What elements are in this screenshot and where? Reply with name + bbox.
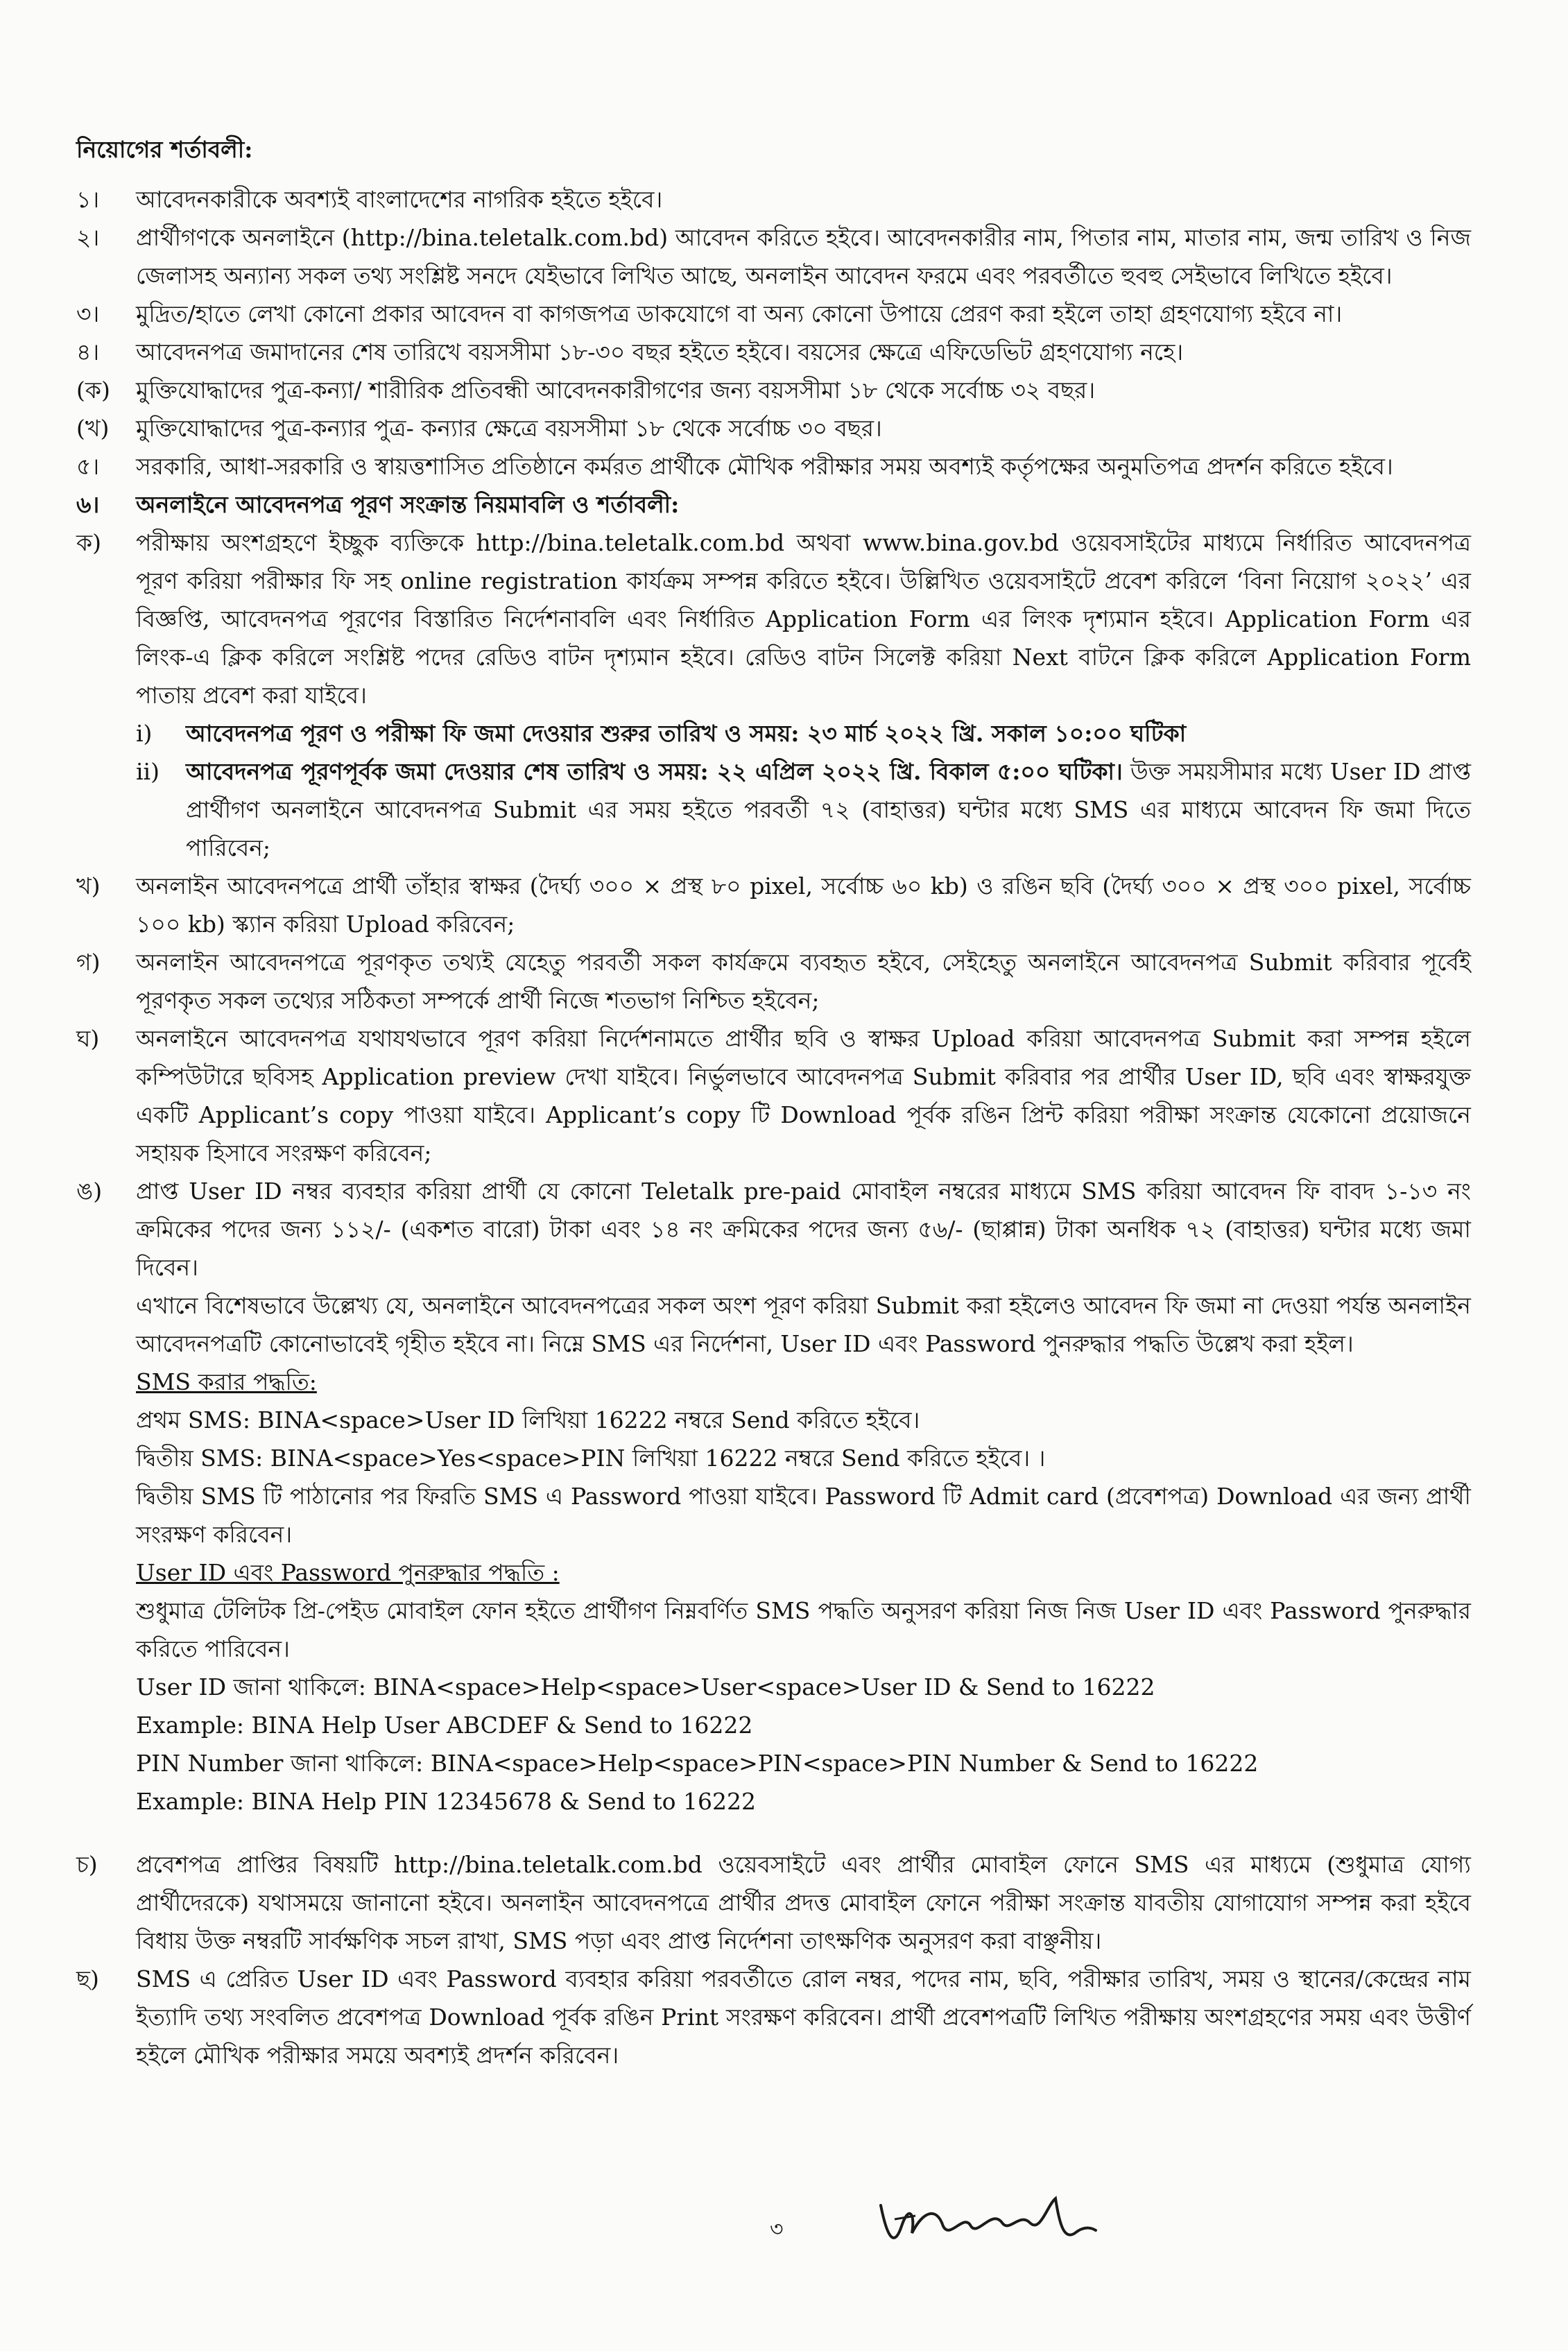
sub-number: ঘ) bbox=[76, 1025, 100, 1052]
item-text: আবেদনপত্র জমাদানের শেষ তারিখে বয়সসীমা ১৮-৩০ বছর হইতে হইবে। বয়সের ক্ষেত্রে এফিডেভিট গ্রহণযোগ্য নহে। bbox=[136, 338, 1184, 365]
item-number: ৬। bbox=[76, 491, 100, 518]
condition-item bbox=[76, 409, 1471, 447]
section-6-title bbox=[76, 485, 1471, 524]
sub-text: পরীক্ষায় অংশগ্রহণে ইচ্ছুক ব্যক্তিকে http://bina.teletalk.com.bd অথবা www.bina.gov.bd ওয়েবসাইটের মাধ্যমে নির্ধারিত আবেদনপত্র পূরণ করিয়া পরীক্ষার ফি সহ online registration কার্যক্রম সম্পন্ন করিতে হইবে। উল্লিখিত ওয়েবসাইটে প্রবেশ করিলে ‘বিনা নিয়োগ ২০২২’ এর বিজ্ঞপ্তি, আবেদনপত্র পূরণের বিস্তারিত নির্দেশনাবলি এবং নির্ধারিত Application Form এর লিংক দৃশ্যমান হইবে। Application Form এর লিংক-এ ক্লিক করিলে সংশ্লিষ্ট পদের রেডিও বাটন দৃশ্যমান হইবে। রেডিও বাটন সিলেক্ট করিয়া Next বাটনে ক্লিক করিলে Application Form পাতায় প্রবেশ করা যাইবে। bbox=[136, 529, 1471, 709]
sub-item-gha bbox=[76, 1019, 1471, 1172]
item-number: (ক) bbox=[76, 377, 110, 404]
conditions-heading: নিয়োগের শর্তাবলী: bbox=[76, 136, 253, 163]
sub-item-kha bbox=[76, 867, 1471, 943]
item-number: ৫। bbox=[76, 453, 100, 480]
recovery-line: Example: BINA Help User ABCDEF & Send to 16222 bbox=[136, 1712, 753, 1739]
sms-step-3: দ্বিতীয় SMS টি পাঠানোর পর ফিরতি SMS এ Password পাওয়া যাইবে। Password টি Admit card (প্রবেশপত্র) Download এর জন্য প্রার্থী সংরক্ষণ করিবেন। bbox=[136, 1483, 1471, 1548]
fee-note: এখানে বিশেষভাবে উল্লেখ্য যে, অনলাইনে আবেদনপত্রের সকল অংশ পূরণ করিয়া Submit করা হইলেও আবেদন ফি জমা না দেওয়া পর্যন্ত অনলাইন আবেদনপত্রটি কোনোভাবেই গৃহীত হইবে না। নিম্নে SMS এর নির্দেশনা, User ID এবং Password পুনরুদ্ধার পদ্ধতি উল্লেখ করা হইল। bbox=[136, 1292, 1471, 1357]
sub-text: SMS এ প্রেরিত User ID এবং Password ব্যবহার করিয়া পরবর্তীতে রোল নম্বর, পদের নাম, ছবি, পরীক্ষার তারিখ, সময় ও স্থানের/কেন্দ্রের নাম ইত্যাদি তথ্য সংবলিত প্রবেশপত্র Download পূর্বক রঙিন Print সংরক্ষণ করিবেন। প্রার্থী প্রবেশপত্রটি লিখিত পরীক্ষায় অংশগ্রহণের সময় এবং উত্তীর্ণ হইলে মৌখিক পরীক্ষার সময়ে অবশ্যই প্রদর্শন করিবেন। bbox=[136, 1965, 1471, 2069]
item-number: ১। bbox=[76, 186, 100, 213]
page-number: ৩ bbox=[770, 2217, 784, 2241]
sub-item-ka bbox=[76, 524, 1471, 714]
start-date-text: আবেদনপত্র পূরণ ও পরীক্ষা ফি জমা দেওয়ার শুরুর তারিখ ও সময়: ২৩ মার্চ ২০২২ খ্রি. সকাল ১০:০০ ঘটিকা bbox=[186, 720, 1187, 747]
sub-text: অনলাইন আবেদনপত্রে প্রার্থী তাঁহার স্বাক্ষর (দৈর্ঘ্য ৩০০ × প্রস্থ ৮০ pixel, সর্বোচ্চ ৬০ kb) ও রঙিন ছবি (দৈর্ঘ্য ৩০০ × প্রস্থ ৩০০ pixel, সর্বোচ্চ ১০০ kb) স্ক্যান করিয়া Upload করিবেন; bbox=[136, 872, 1471, 938]
sub-text: প্রবেশপত্র প্রাপ্তির বিষয়টি http://bina.teletalk.com.bd ওয়েবসাইটে এবং প্রার্থীর মোবাইল ফোনে SMS এর মাধ্যমে (শুধুমাত্র যোগ্য প্রার্থীদেরকে) যথাসময়ে জানানো হইবে। অনলাইন আবেদনপত্রে প্রার্থীর প্রদত্ত মোবাইল ফোনে পরীক্ষা সংক্রান্ত যাবতীয় যোগাযোগ সম্পন্ন করা হইবে বিধায় উক্ত নম্বরটি সার্বক্ষণিক সচল রাখা, SMS পড়া এবং প্রাপ্ত নির্দেশনা তাৎক্ষণিক অনুসরণ করা বাঞ্ছনীয়। bbox=[136, 1851, 1471, 1954]
item-number: ৩। bbox=[76, 300, 100, 327]
section-title-text: অনলাইনে আবেদনপত্র পূরণ সংক্রান্ত নিয়মাবলি ও শর্তাবলী: bbox=[136, 491, 680, 518]
sub-item-chha bbox=[76, 1960, 1471, 2074]
sub-text: প্রাপ্ত User ID নম্বর ব্যবহার করিয়া প্রার্থী যে কোনো Teletalk pre-paid মোবাইল নম্বরের মাধ্যমে SMS করিয়া আবেদন ফি বাবদ ১-১৩ নং ক্রমিকের পদের জন্য ১১২/- (একশত বারো) টাকা এবং ১৪ নং ক্রমিকের পদের জন্য ৫৬/- (ছাপ্পান্ন) টাকা অনধিক ৭২ (বাহাত্তর) ঘন্টার মধ্যে জমা দিবেন। bbox=[136, 1178, 1471, 1281]
condition-item bbox=[76, 218, 1471, 295]
roman-number: ii) bbox=[136, 758, 160, 785]
condition-item bbox=[76, 180, 1471, 218]
sub-number: খ) bbox=[76, 872, 101, 899]
item-number: ৪। bbox=[76, 338, 100, 365]
roman-item bbox=[136, 752, 1471, 867]
roman-item bbox=[136, 714, 1471, 752]
recovery-heading: User ID এবং Password পুনরুদ্ধার পদ্ধতি : bbox=[136, 1559, 560, 1586]
sub-text: অনলাইনে আবেদনপত্র যথাযথভাবে পূরণ করিয়া নির্দেশনামতে প্রার্থীর ছবি ও স্বাক্ষর Upload করিয়া আবেদনপত্র Submit করা সম্পন্ন হইলে কম্পিউটারে ছবিসহ Application preview দেখা যাইবে। নির্ভুলভাবে আবেদনপত্র Submit করিবার পর প্রার্থীর User ID, ছবি এবং স্বাক্ষরযুক্ত একটি Applicant’s copy পাওয়া যাইবে। Applicant’s copy টি Download পূর্বক রঙিন প্রিন্ট করিয়া পরীক্ষা সংক্রান্ত যেকোনো প্রয়োজনে সহায়ক হিসাবে সংরক্ষণ করিবেন; bbox=[136, 1025, 1471, 1166]
item-text: প্রার্থীগণকে অনলাইনে (http://bina.teletalk.com.bd) আবেদন করিতে হইবে। আবেদনকারীর নাম, পিতার নাম, মাতার নাম, জন্ম তারিখ ও নিজ জেলাসহ অন্যান্য সকল তথ্য সংশ্লিষ্ট সনদে যেইভাবে লিখিত আছে, অনলাইন আবেদন ফরমে এবং পরবর্তীতে হুবহু সেইভাবে লিখিতে হইবে। bbox=[136, 224, 1471, 289]
recovery-line: Example: BINA Help PIN 12345678 & Send to 16222 bbox=[136, 1788, 756, 1815]
roman-number: i) bbox=[136, 720, 153, 747]
item-text: মুদ্রিত/হাতে লেখা কোনো প্রকার আবেদন বা কাগজপত্র ডাকযোগে বা অন্য কোনো উপায়ে প্রেরণ করা হইলে তাহা গ্রহণযোগ্য হইবে না। bbox=[136, 300, 1343, 327]
roman-rest: উক্ত সময়সীমার মধ্যে User ID প্রাপ্ত প্রার্থীগণ অনলাইনে আবেদনপত্র Submit এর সময় হইতে পরবর্তী ৭২ (বাহাত্তর) ঘন্টার মধ্যে SMS এর মাধ্যমে আবেদন ফি জমা দিতে পারিবেন; bbox=[186, 758, 1471, 861]
item-text: মুক্তিযোদ্ধাদের পুত্র-কন্যা/ শারীরিক প্রতিবন্ধী আবেদনকারীগণের জন্য বয়সসীমা ১৮ থেকে সর্বোচ্চ ৩২ বছর। bbox=[136, 377, 1096, 404]
item-text: আবেদনকারীকে অবশ্যই বাংলাদেশের নাগরিক হইতে হইবে। bbox=[136, 186, 663, 213]
sms-step-2: দ্বিতীয় SMS: BINA<space>Yes<space>PIN লিখিয়া 16222 নম্বরে Send করিতে হইবে। । bbox=[136, 1445, 1046, 1472]
sub-number: ক) bbox=[76, 529, 101, 556]
item-text: সরকারি, আধা-সরকারি ও স্বায়ত্তশাসিত প্রতিষ্ঠানে কর্মরত প্রার্থীকে মৌখিক পরীক্ষার সময় অবশ্যই কর্তৃপক্ষের অনুমতিপত্র প্রদর্শন করিতে হইবে। bbox=[136, 453, 1393, 480]
item-text: মুক্তিযোদ্ধাদের পুত্র-কন্যার পুত্র- কন্যার ক্ষেত্রে বয়সসীমা ১৮ থেকে সর্বোচ্চ ৩০ বছর। bbox=[136, 415, 882, 442]
sub-text: অনলাইন আবেদনপত্রে পূরণকৃত তথ্যই যেহেতু পরবর্তী সকল কার্যক্রমে ব্যবহৃত হইবে, সেইহেতু অনলাইনে আবেদনপত্র Submit করিবার পূর্বেই পূরণকৃত সকল তথ্যের সঠিকতা সম্পর্কে প্রার্থী নিজে শতভাগ নিশ্চিত হইবেন; bbox=[136, 949, 1471, 1014]
item-number: ২। bbox=[76, 224, 100, 251]
condition-item bbox=[76, 295, 1471, 333]
sub-item-cha bbox=[76, 1845, 1471, 1960]
recovery-line: PIN Number জানা থাকিলে: BINA<space>Help<space>PIN<space>PIN Number & Send to 16222 bbox=[136, 1750, 1259, 1777]
sub-item-ga bbox=[76, 943, 1471, 1019]
item-number: (খ) bbox=[76, 415, 110, 442]
sub-number: ঙ) bbox=[76, 1178, 103, 1205]
sub-number: গ) bbox=[76, 949, 101, 976]
sub-number: চ) bbox=[76, 1851, 98, 1878]
sms-step-1: প্রথম SMS: BINA<space>User ID লিখিয়া 16222 নম্বরে Send করিতে হইবে। bbox=[136, 1406, 920, 1433]
sub-item-uma bbox=[76, 1172, 1471, 1286]
end-date-text: আবেদনপত্র পূরণপূর্বক জমা দেওয়ার শেষ তারিখ ও সময়: ২২ এপ্রিল ২০২২ খ্রি. বিকাল ৫:০০ ঘটিকা। bbox=[186, 758, 1123, 785]
sub-number: ছ) bbox=[76, 1965, 99, 1992]
sms-heading: SMS করার পদ্ধতি: bbox=[136, 1368, 317, 1395]
condition-item bbox=[76, 447, 1471, 485]
condition-item bbox=[76, 371, 1471, 409]
recovery-line: User ID জানা থাকিলে: BINA<space>Help<space>User<space>User ID & Send to 16222 bbox=[136, 1673, 1155, 1700]
recovery-text: শুধুমাত্র টেলিটক প্রি-পেইড মোবাইল ফোন হইতে প্রার্থীগণ নিম্নবর্ণিত SMS পদ্ধতি অনুসরণ করিয়া নিজ নিজ User ID এবং Password পুনরুদ্ধার করিতে পারিবেন। bbox=[136, 1597, 1471, 1662]
condition-item bbox=[76, 333, 1471, 371]
handwritten-signature bbox=[874, 2185, 1103, 2261]
